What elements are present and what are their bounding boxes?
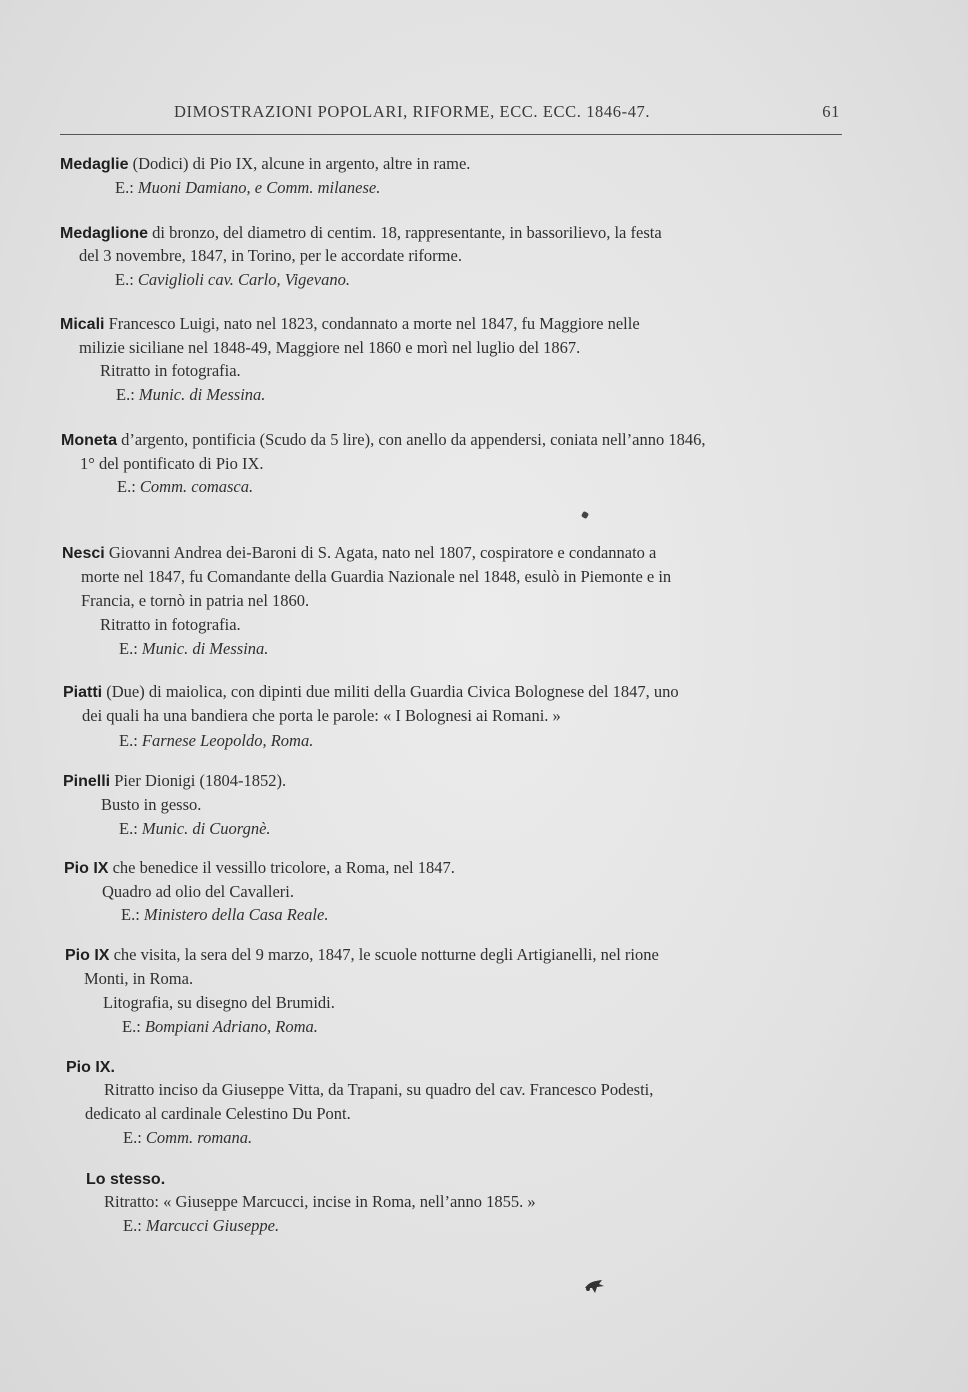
entry-line — [63, 682, 679, 702]
entry-text: Pier Dionigi (1804-1852). — [110, 771, 287, 790]
exhibitor-prefix: E.: — [119, 731, 142, 750]
entry-text: di bronzo, del diametro di centim. 18, rappresentante, in bassorilievo, la festa — [148, 223, 662, 242]
entry-note: dedicato al cardinale Celestino Du Pont. — [85, 1104, 351, 1123]
entry-line — [62, 543, 656, 563]
entry-line: milizie siciliane nel 1848-49, Maggiore nel 1860 e morì nel luglio del 1867. — [79, 338, 581, 357]
entry-heading: Medaglione — [60, 225, 149, 242]
entry-heading: Nesci — [62, 545, 105, 562]
entry-note: Litografia, su disegno del Brumidi. — [103, 993, 335, 1012]
entry-heading: Pio IX — [65, 947, 110, 964]
entry-text: che benedice il vessillo tricolore, a Roma, nel 1847. — [108, 858, 455, 877]
entry-line — [60, 314, 640, 334]
exhibitor-prefix: E.: — [119, 819, 142, 838]
entry-line: del 3 novembre, 1847, in Torino, per le accordate riforme. — [79, 246, 462, 265]
entry-note: Ritratto in fotografia. — [100, 615, 241, 634]
exhibitor-prefix: E.: — [116, 385, 139, 404]
exhibitor-prefix: E.: — [119, 639, 142, 658]
entry-note: Busto in gesso. — [101, 795, 202, 814]
entry-line: Monti, in Roma. — [84, 969, 194, 988]
entry-note: Ritratto in fotografia. — [100, 361, 241, 380]
entry-text: Giovanni Andrea dei-Baroni di S. Agata, nato nel 1807, cospiratore e condannato a — [104, 543, 657, 562]
entry-line: Francia, e tornò in patria nel 1860. — [81, 591, 310, 610]
entry-text: (Due) di maiolica, con dipinti due militi della Guardia Civica Bolognese del 1847, uno — [102, 682, 679, 701]
entry-heading: Pinelli — [63, 773, 111, 790]
entry-line: dei quali ha una bandiera che porta le parole: « I Bolognesi ai Romani. » — [82, 706, 561, 725]
exhibitor-prefix: E.: — [117, 477, 140, 496]
exhibitor-line — [121, 905, 328, 925]
exhibitor-line — [119, 639, 268, 659]
running-title: DIMOSTRAZIONI POPOLARI, RIFORME, ECC. ECC. 1846-47. — [174, 102, 651, 121]
exhibitor-prefix: E.: — [115, 270, 138, 289]
entry-heading: Piatti — [63, 684, 103, 701]
entry-line — [60, 154, 470, 174]
entry-heading: Lo stesso. — [86, 1171, 166, 1188]
entry-heading: Pio IX. — [66, 1059, 115, 1076]
entry-line — [86, 1169, 165, 1189]
exhibitor-line — [119, 819, 271, 839]
entry-line — [60, 223, 662, 243]
exhibitor-name: Comm. romana. — [145, 1128, 253, 1147]
entry-line — [65, 945, 659, 965]
exhibitor-line — [123, 1128, 252, 1148]
exhibitor-prefix: E.: — [122, 1017, 145, 1036]
entry-line — [61, 430, 705, 450]
exhibitor-name: Caviglioli cav. Carlo, Vigevano. — [137, 270, 350, 289]
exhibitor-name: Marcucci Giuseppe. — [145, 1216, 280, 1235]
exhibitor-name: Bompiani Adriano, Roma. — [144, 1017, 318, 1036]
exhibitor-line — [115, 178, 380, 198]
entry-heading: Pio IX — [64, 860, 109, 877]
entry-line — [66, 1057, 115, 1077]
entry-line — [64, 858, 455, 878]
exhibitor-name: Muoni Damiano, e Comm. milanese. — [137, 178, 381, 197]
exhibitor-prefix: E.: — [121, 905, 144, 924]
exhibitor-line — [122, 1017, 318, 1037]
entry-note: Ritratto inciso da Giuseppe Vitta, da Trapani, su quadro del cav. Francesco Podesti, — [104, 1080, 654, 1099]
exhibitor-name: Ministero della Casa Reale. — [143, 905, 329, 924]
entry-note: Quadro ad olio del Cavalleri. — [102, 882, 294, 901]
exhibitor-name: Comm. comasca. — [139, 477, 254, 496]
entry-line: morte nel 1847, fu Comandante della Guardia Nazionale nel 1848, esulò in Piemonte e in — [81, 567, 672, 586]
exhibitor-name: Munic. di Messina. — [138, 385, 266, 404]
exhibitor-prefix: E.: — [115, 178, 138, 197]
exhibitor-prefix: E.: — [123, 1128, 146, 1147]
printer-ornament-icon — [582, 1276, 606, 1296]
exhibitor-name: Munic. di Cuorgnè. — [141, 819, 271, 838]
exhibitor-line — [117, 477, 253, 497]
entry-text: che visita, la sera del 9 marzo, 1847, le scuole notturne degli Artigianelli, nel rione — [109, 945, 659, 964]
exhibitor-line — [123, 1216, 279, 1236]
exhibitor-name: Farnese Leopoldo, Roma. — [141, 731, 314, 750]
exhibitor-name: Munic. di Messina. — [141, 639, 269, 658]
entry-heading: Medaglie — [60, 156, 129, 173]
exhibitor-line — [119, 731, 313, 751]
entry-heading: Moneta — [61, 432, 117, 449]
entry-text: (Dodici) di Pio IX, alcune in argento, altre in rame. — [128, 154, 471, 173]
page-number: 61 — [822, 102, 840, 121]
header-rule — [60, 134, 842, 135]
entry-text: d’argento, pontificia (Scudo da 5 lire), con anello da appendersi, coniata nell’anno 1846, — [117, 430, 706, 449]
print-speck — [581, 511, 589, 519]
entry-line: 1° del pontificato di Pio IX. — [80, 454, 264, 473]
entry-line — [63, 771, 286, 791]
exhibitor-line — [115, 270, 350, 290]
exhibitor-prefix: E.: — [123, 1216, 146, 1235]
entry-heading: Micali — [60, 316, 105, 333]
exhibitor-line — [116, 385, 265, 405]
entry-text: Francesco Luigi, nato nel 1823, condannato a morte nel 1847, fu Maggiore nelle — [104, 314, 640, 333]
running-header — [60, 100, 842, 126]
entry-note: Ritratto: « Giuseppe Marcucci, incise in Roma, nell’anno 1855. » — [104, 1192, 536, 1211]
